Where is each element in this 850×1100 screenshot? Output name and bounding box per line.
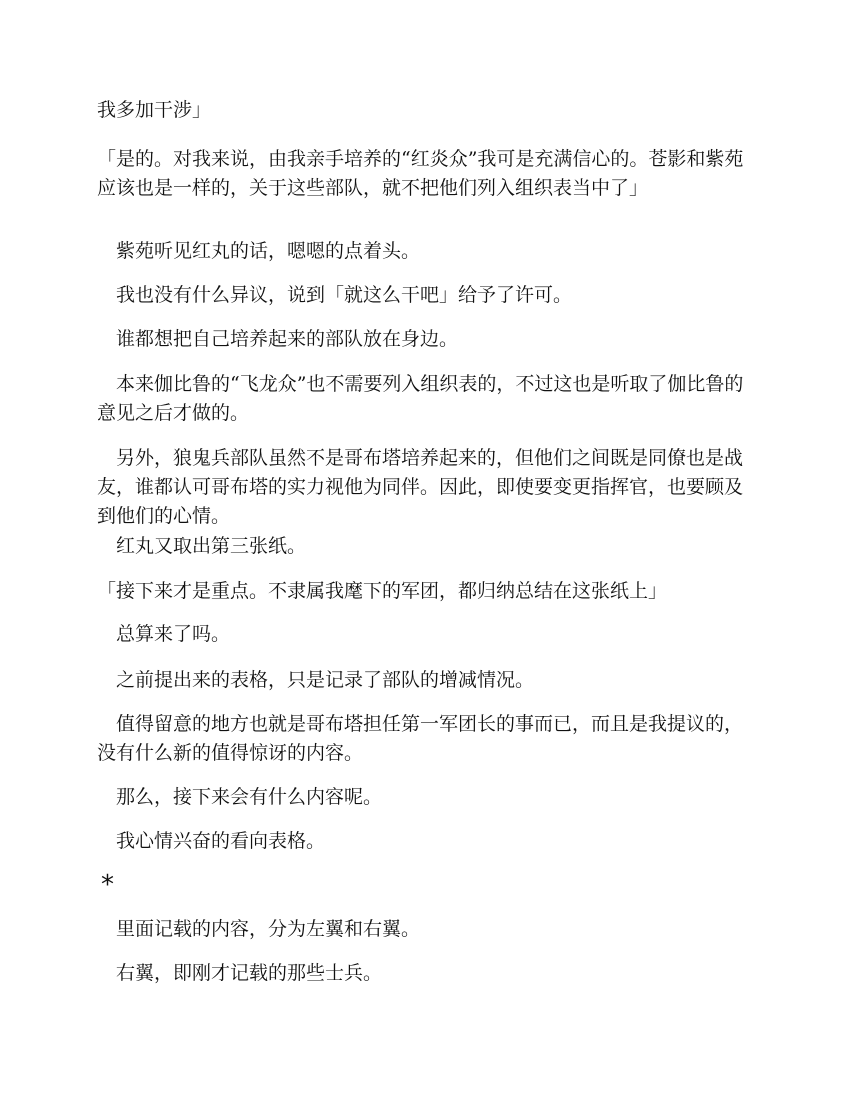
paragraph: 右翼，即刚才记载的那些士兵。 <box>97 962 383 984</box>
paragraph: 之前提出来的表格，只是记录了部队的增减情况。 <box>97 669 535 691</box>
paragraph: 本来伽比鲁的“飞龙众”也不需要列入组织表的，不过这也是听取了伽比鲁的意见之后才做的。 <box>97 373 744 424</box>
paragraph: 谁都想把自己培养起来的部队放在身边。 <box>97 328 459 350</box>
paragraph: 「是的。对我来说，由我亲手培养的“红炎众”我可是充满信心的。苍影和紫苑应该也是一样的，关于这些部队，就不把他们列入组织表当中了」 <box>97 148 744 199</box>
paragraph: 「接下来才是重点。不隶属我麾下的军团，都归纳总结在这张纸上」 <box>97 580 668 602</box>
paragraph: 另外，狼鬼兵部队虽然不是哥布塔培养起来的，但他们之间既是同僚也是战友，谁都认可哥布塔的实力视他为同伴。因此，即使要变更指挥官，也要顾及到他们的心情。 <box>97 447 744 527</box>
paragraph: 我也没有什么异议，说到「就这么干吧」给予了许可。 <box>97 284 573 306</box>
paragraph: 紫苑听见红丸的话，嗯嗯的点着头。 <box>97 240 421 262</box>
paragraph: 红丸又取出第三张纸。 <box>97 535 307 557</box>
section-separator: * <box>101 870 114 900</box>
paragraph: 我多加干涉」 <box>97 99 212 121</box>
paragraph: 值得留意的地方也就是哥布塔担任第一军团长的事而已，而且是我提议的，没有什么新的值得惊讶的内容。 <box>97 713 744 764</box>
paragraph: 我心情兴奋的看向表格。 <box>97 830 326 852</box>
paragraph: 里面记载的内容，分为左翼和右翼。 <box>97 918 421 940</box>
paragraph: 那么，接下来会有什么内容呢。 <box>97 786 383 808</box>
paragraph: 总算来了吗。 <box>97 623 231 645</box>
